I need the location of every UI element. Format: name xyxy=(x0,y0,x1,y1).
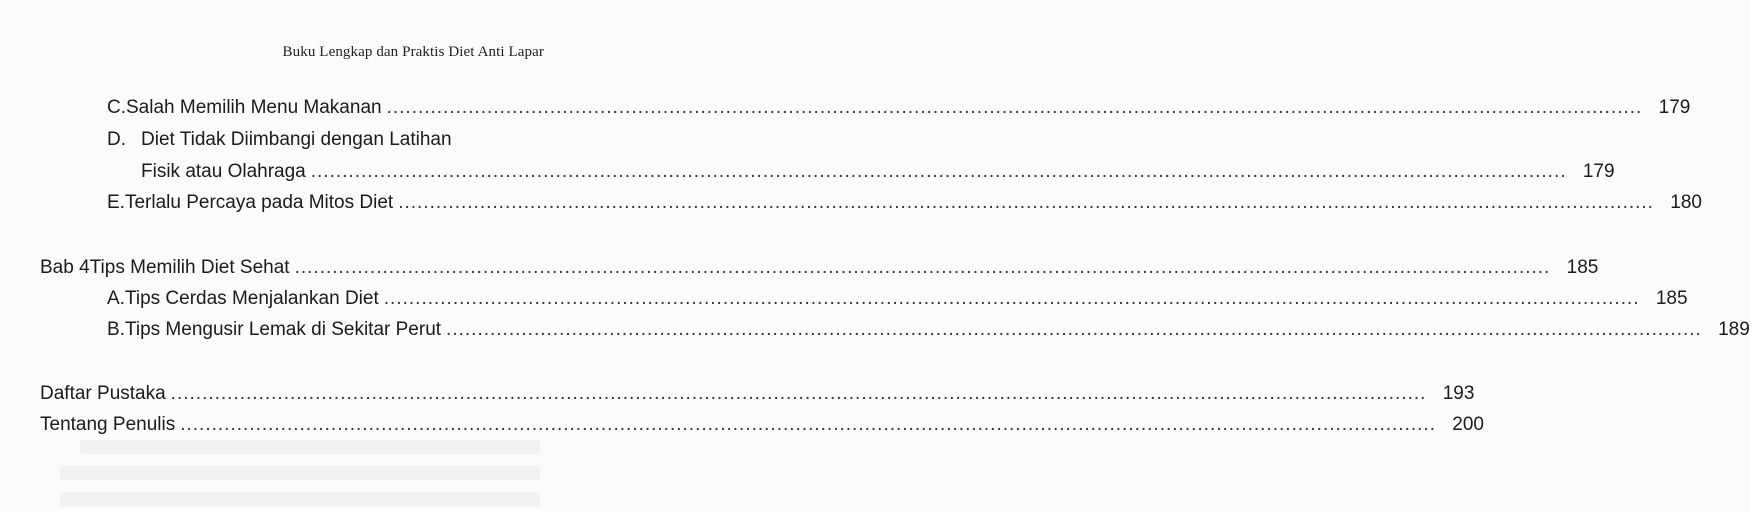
entry-page-number: 189 xyxy=(1718,319,1750,340)
entry-title: Terlalu Percaya pada Mitos Diet xyxy=(124,192,394,213)
toc-entry-bab4 xyxy=(40,255,1599,281)
entry-page-number: 193 xyxy=(1442,383,1475,404)
show-through-shadow xyxy=(60,466,540,480)
entry-page-number: 179 xyxy=(1582,161,1615,182)
entry-title: Salah Memilih Menu Makanan xyxy=(126,97,382,118)
entry-page-number: 180 xyxy=(1670,192,1702,213)
entry-title: Tips Memilih Diet Sehat xyxy=(89,257,290,278)
chapter-label: Bab 4 xyxy=(40,257,90,278)
entry-title: Tentang Penulis xyxy=(40,414,176,435)
toc-entry-b xyxy=(107,317,1750,343)
entry-title: Tips Mengusir Lemak di Sekitar Perut xyxy=(124,319,442,340)
toc-entry-daftar-pustaka xyxy=(40,381,1475,407)
dot-leader: ........................................................................................................................................................................................................ xyxy=(386,97,1643,118)
show-through-shadow xyxy=(80,440,540,454)
dot-leader: ........................................................................................................................................................................................................ xyxy=(294,257,1551,278)
entry-letter: D. xyxy=(107,129,126,150)
toc-entry-c xyxy=(107,95,1691,121)
dot-leader: ........................................................................................................................................................................................................ xyxy=(398,192,1654,213)
entry-title: Tips Cerdas Menjalankan Diet xyxy=(124,288,379,309)
dot-leader: ........................................................................................................................................................................................................ xyxy=(446,319,1702,340)
entry-letter: C. xyxy=(107,97,126,118)
toc-entry-a xyxy=(107,286,1688,312)
dot-leader: ........................................................................................................................................................................................................ xyxy=(383,288,1640,309)
entry-page-number: 185 xyxy=(1566,257,1599,278)
dot-leader: ........................................................................................................................................................................................................ xyxy=(170,383,1427,404)
entry-title-continued: Fisik atau Olahraga xyxy=(141,161,306,182)
toc-entry-d-line2 xyxy=(141,159,1615,185)
entry-letter: E. xyxy=(107,192,125,213)
toc-entry-e xyxy=(107,190,1702,216)
running-header: Buku Lengkap dan Praktis Diet Anti Lapar xyxy=(282,44,544,60)
show-through-shadow xyxy=(60,492,540,506)
toc-entry-d-line1 xyxy=(107,127,452,153)
entry-page-number: 179 xyxy=(1658,97,1691,118)
entry-title: Daftar Pustaka xyxy=(40,383,166,404)
entry-title: Diet Tidak Diimbangi dengan Latihan xyxy=(141,129,452,150)
entry-page-number: 185 xyxy=(1655,288,1688,309)
entry-letter: B. xyxy=(107,319,125,340)
entry-page-number: 200 xyxy=(1452,414,1484,435)
dot-leader: ........................................................................................................................................................................................................ xyxy=(180,414,1436,435)
toc-entry-tentang-penulis xyxy=(40,412,1484,438)
dot-leader: ........................................................................................................................................................................................................ xyxy=(310,161,1567,182)
entry-letter: A. xyxy=(107,288,125,309)
